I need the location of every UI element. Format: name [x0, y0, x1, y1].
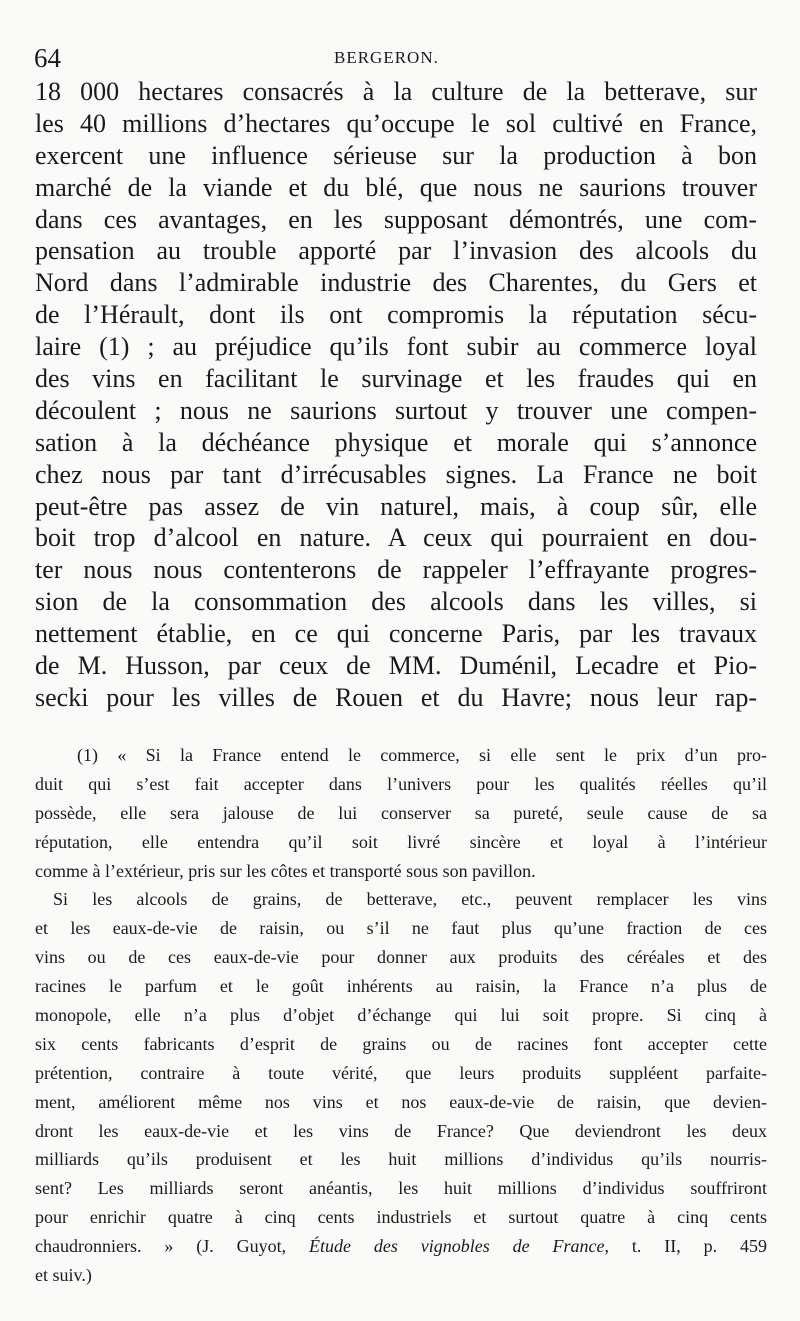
footnote-line: sent? Les milliards seront anéantis, les huit millions d’individus souffriront [35, 1178, 767, 1199]
footnote-line: pour enrichir quatre à cinq cents industriels et surtout quatre à cinq cents [35, 1207, 767, 1228]
running-head: BERGERON. [334, 48, 439, 67]
main-text-line: pensation au trouble apporté par l’invasion des alcools du [35, 236, 757, 266]
footnote-line: comme à l’extérieur, pris sur les côtes et transporté sous son pavillon. [35, 860, 536, 881]
main-text-line: Nord dans l’admirable industrie des Charentes, du Gers et [35, 268, 757, 298]
footnote-line: (1) « Si la France entend le commerce, si elle sent le prix d’un pro- [77, 745, 767, 765]
main-text-line: découlent ; nous ne saurions surtout y trouver une compen- [35, 395, 757, 425]
page-header [34, 40, 764, 76]
footnote-line: réputation, elle entendra qu’il soit livré sincère et loyal à l’intérieur [35, 831, 767, 852]
main-text-line: laire (1) ; au préjudice qu’ils font subir au commerce loyal [35, 332, 757, 362]
footnote-line: prétention, contraire à toute vérité, que leurs produits suppléent parfaite- [35, 1062, 767, 1083]
footnote-text: chaudronniers. » (J. Guyot, [35, 1236, 309, 1257]
main-text-line: sation à la déchéance physique et morale qui s’annonce [35, 427, 757, 457]
footnote [35, 741, 767, 1290]
citation-title: Étude des vignobles de France [309, 1236, 605, 1257]
footnote-line: Si les alcools de grains, de betterave, etc., peuvent remplacer les vins [53, 889, 767, 910]
main-text-line: ter nous nous contenterons de rappeler l’effrayante progres- [35, 555, 757, 585]
page-number: 64 [34, 43, 61, 73]
main-text-line: secki pour les villes de Rouen et du Havre; nous leur rap- [35, 682, 757, 712]
footnote-citation-line [35, 1232, 767, 1261]
footnote-line: monopole, elle n’a plus d’objet d’échange qui lui soit propre. Si cinq à [35, 1005, 767, 1026]
footnote-line: duit qui s’est fait accepter dans l’univers pour les qualités réelles qu’il [35, 773, 767, 794]
footnote-line: et les eaux-de-vie de raisin, ou s’il ne faut plus qu’une fraction de ces [35, 918, 767, 939]
footnote-line: ment, améliorent même nos vins et nos eaux-de-vie de raisin, que devien- [35, 1091, 767, 1112]
footnote-line: possède, elle sera jalouse de lui conserver sa pureté, seule cause de sa [35, 802, 767, 823]
main-text-line: les 40 millions d’hectares qu’occupe le sol cultivé en France, [35, 108, 757, 138]
main-text-line: de l’Hérault, dont ils ont compromis la réputation sécu- [35, 300, 757, 330]
footnote-line: et suiv.) [35, 1265, 92, 1286]
main-text-line: marché de la viande et du blé, que nous ne saurions trouver [35, 172, 757, 202]
footnote-line: six cents fabricants d’esprit de grains ou de racines font accepter cette [35, 1033, 767, 1054]
main-text-line: 18 000 hectares consacrés à la culture de la betterave, sur [35, 77, 757, 106]
main-text-line: des vins en facilitant le survinage et les fraudes qui en [35, 364, 757, 394]
main-text-line: exercent une influence sérieuse sur la production à bon [35, 140, 757, 170]
main-text-line: peut-être pas assez de vin naturel, mais, à coup sûr, elle [35, 491, 757, 521]
main-text-line: de M. Husson, par ceux de MM. Duménil, Lecadre et Pio- [35, 651, 757, 681]
main-text-line: chez nous par tant d’irrécusables signes. La France ne boit [35, 459, 757, 489]
citation-tail: , t. II, p. 459 [604, 1236, 767, 1257]
main-text-line: nettement établie, en ce qui concerne Paris, par les travaux [35, 619, 757, 649]
footnote-line: vins ou de ces eaux-de-vie pour donner aux produits des céréales et des [35, 947, 767, 968]
main-text-line: dans ces avantages, en les supposant démontrés, une com- [35, 204, 757, 234]
main-text [35, 76, 757, 714]
footnote-line: milliards qu’ils produisent et les huit millions d’individus qu’ils nourris- [35, 1149, 767, 1170]
main-text-line: boit trop d’alcool en nature. A ceux qui pourraient en dou- [35, 523, 757, 553]
main-text-line: sion de la consommation des alcools dans les villes, si [35, 587, 757, 617]
footnote-line: dront les eaux-de-vie et les vins de France? Que deviendront les deux [35, 1120, 767, 1141]
footnote-line: racines le parfum et le goût inhérents au raisin, la France n’a plus de [35, 976, 767, 997]
